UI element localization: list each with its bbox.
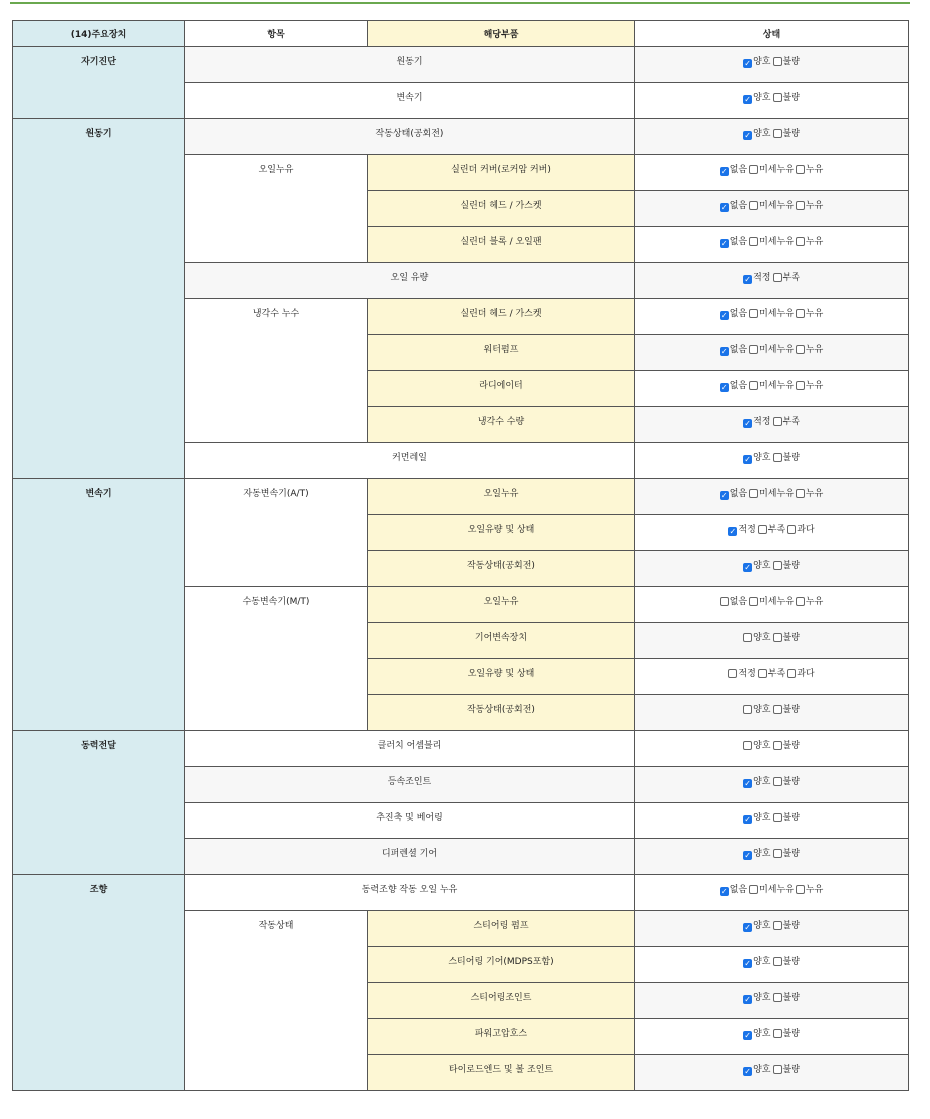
status-option[interactable] bbox=[796, 306, 823, 319]
status-cell bbox=[635, 947, 909, 983]
item-label: 등속조인트 bbox=[185, 767, 635, 803]
status-option[interactable] bbox=[743, 954, 770, 968]
option-label: 불량 bbox=[782, 993, 800, 1003]
part-label: 실린더 헤드 / 가스켓 bbox=[368, 299, 635, 335]
status-option[interactable] bbox=[773, 1026, 800, 1039]
status-option[interactable] bbox=[749, 378, 794, 391]
option-label: 불량 bbox=[782, 93, 800, 103]
checkbox-empty-icon[interactable] bbox=[749, 165, 758, 174]
part-label: 스티어링 펌프 bbox=[368, 911, 635, 947]
status-cell bbox=[635, 155, 909, 191]
part-label: 타이로드엔드 및 볼 조인트 bbox=[368, 1055, 635, 1091]
option-label: 과다 bbox=[797, 525, 815, 535]
checkbox-empty-icon[interactable] bbox=[773, 57, 782, 66]
option-label: 양호 bbox=[753, 93, 771, 103]
checkbox-empty-icon[interactable] bbox=[773, 129, 782, 138]
section-label: 동력전달 bbox=[13, 731, 185, 875]
status-option[interactable] bbox=[743, 738, 770, 751]
status-option[interactable] bbox=[796, 342, 823, 355]
status-option[interactable] bbox=[743, 270, 770, 284]
status-option[interactable] bbox=[773, 126, 800, 139]
status-option[interactable] bbox=[796, 234, 823, 247]
option-label: 누유 bbox=[805, 201, 824, 211]
checkbox-checked-icon[interactable]: ✓ bbox=[720, 347, 728, 356]
status-option[interactable] bbox=[743, 1026, 770, 1040]
option-label: 불량 bbox=[782, 1065, 800, 1075]
status-option[interactable] bbox=[796, 162, 823, 175]
part-label: 워터펌프 bbox=[368, 335, 635, 371]
checkbox-empty-icon[interactable] bbox=[773, 921, 782, 930]
checkbox-empty-icon[interactable] bbox=[773, 273, 782, 282]
option-label: 양호 bbox=[753, 921, 771, 931]
status-cell bbox=[635, 803, 909, 839]
checkbox-checked-icon[interactable]: ✓ bbox=[720, 239, 728, 248]
option-label: 미세누유 bbox=[759, 489, 794, 499]
status-option[interactable] bbox=[796, 486, 823, 499]
status-cell bbox=[635, 371, 909, 407]
status-cell bbox=[635, 839, 909, 875]
status-option[interactable] bbox=[796, 882, 823, 895]
option-label: 미세누유 bbox=[759, 381, 794, 391]
option-label: 누유 bbox=[805, 885, 824, 895]
item-label: 냉각수 누수 bbox=[185, 299, 368, 443]
status-cell bbox=[635, 1019, 909, 1055]
option-label: 없음 bbox=[729, 201, 748, 211]
status-option[interactable] bbox=[787, 666, 814, 679]
checkbox-empty-icon[interactable] bbox=[773, 993, 782, 1002]
option-label: 누유 bbox=[805, 489, 824, 499]
checkbox-checked-icon[interactable]: ✓ bbox=[729, 527, 737, 536]
checkbox-empty-icon[interactable] bbox=[796, 381, 805, 390]
status-cell bbox=[635, 227, 909, 263]
part-label: 작동상태(공회전) bbox=[368, 695, 635, 731]
checkbox-checked-icon[interactable]: ✓ bbox=[744, 1067, 751, 1076]
header-status: 상태 bbox=[635, 21, 909, 47]
option-label: 양호 bbox=[753, 849, 771, 859]
checkbox-empty-icon[interactable] bbox=[749, 885, 758, 894]
status-option[interactable] bbox=[728, 522, 755, 536]
status-cell bbox=[635, 407, 909, 443]
status-option[interactable] bbox=[720, 882, 747, 896]
item-label: 원동기 bbox=[185, 47, 635, 83]
option-label: 양호 bbox=[753, 741, 771, 751]
checkbox-empty-icon[interactable] bbox=[796, 237, 805, 246]
checkbox-empty-icon[interactable] bbox=[743, 705, 752, 714]
option-label: 적정 bbox=[738, 669, 756, 679]
checkbox-checked-icon[interactable]: ✓ bbox=[744, 815, 751, 824]
part-label: 파워고압호스 bbox=[368, 1019, 635, 1055]
option-label: 불량 bbox=[782, 57, 800, 67]
status-option[interactable] bbox=[720, 486, 747, 500]
checkbox-empty-icon[interactable] bbox=[743, 633, 752, 642]
status-cell bbox=[635, 191, 909, 227]
part-label: 실린더 커버(로커암 커버) bbox=[368, 155, 635, 191]
option-label: 없음 bbox=[729, 489, 748, 499]
status-option[interactable] bbox=[743, 1062, 770, 1076]
part-label: 오일유량 및 상태 bbox=[368, 515, 635, 551]
status-option[interactable] bbox=[720, 594, 747, 607]
option-label: 불량 bbox=[782, 633, 800, 643]
checkbox-empty-icon[interactable] bbox=[749, 345, 758, 354]
status-option[interactable] bbox=[743, 810, 770, 824]
status-cell bbox=[635, 335, 909, 371]
status-cell bbox=[635, 83, 909, 119]
checkbox-checked-icon[interactable]: ✓ bbox=[720, 203, 728, 212]
option-label: 양호 bbox=[753, 1029, 771, 1039]
checkbox-checked-icon[interactable]: ✓ bbox=[744, 59, 751, 68]
option-label: 없음 bbox=[729, 381, 748, 391]
option-label: 양호 bbox=[753, 1065, 771, 1075]
status-option[interactable] bbox=[796, 594, 823, 607]
item-label: 수동변속기(M/T) bbox=[185, 587, 368, 731]
status-option[interactable] bbox=[749, 198, 794, 211]
option-label: 불량 bbox=[782, 1029, 800, 1039]
option-label: 불량 bbox=[782, 705, 800, 715]
option-label: 양호 bbox=[753, 57, 771, 67]
status-cell bbox=[635, 911, 909, 947]
checkbox-empty-icon[interactable] bbox=[749, 597, 758, 606]
status-cell bbox=[635, 875, 909, 911]
status-option[interactable] bbox=[773, 270, 800, 283]
status-cell bbox=[635, 479, 909, 515]
part-label: 실린더 헤드 / 가스켓 bbox=[368, 191, 635, 227]
status-option[interactable] bbox=[720, 342, 747, 356]
status-option[interactable] bbox=[787, 522, 814, 535]
checkbox-checked-icon[interactable]: ✓ bbox=[720, 887, 728, 896]
status-option[interactable] bbox=[743, 414, 770, 428]
status-option[interactable] bbox=[743, 126, 770, 140]
status-cell bbox=[635, 119, 909, 155]
option-label: 양호 bbox=[753, 993, 771, 1003]
checkbox-empty-icon[interactable] bbox=[773, 1065, 782, 1074]
option-label: 불량 bbox=[782, 921, 800, 931]
status-option[interactable] bbox=[743, 702, 770, 715]
table-row bbox=[13, 119, 909, 155]
status-option[interactable] bbox=[749, 594, 794, 607]
status-option[interactable] bbox=[773, 1062, 800, 1075]
option-label: 과다 bbox=[797, 669, 815, 679]
option-label: 양호 bbox=[753, 957, 771, 967]
status-cell bbox=[635, 983, 909, 1019]
option-label: 불량 bbox=[782, 777, 800, 787]
item-label: 변속기 bbox=[185, 83, 635, 119]
part-label: 작동상태(공회전) bbox=[368, 551, 635, 587]
option-label: 누유 bbox=[805, 237, 824, 247]
status-option[interactable] bbox=[749, 486, 794, 499]
checkbox-empty-icon[interactable] bbox=[796, 597, 805, 606]
checkbox-checked-icon[interactable]: ✓ bbox=[744, 779, 751, 788]
checkbox-empty-icon[interactable] bbox=[773, 453, 782, 462]
checkbox-empty-icon[interactable] bbox=[749, 309, 758, 318]
status-option[interactable] bbox=[728, 666, 755, 679]
section-label: 원동기 bbox=[13, 119, 185, 479]
checkbox-checked-icon[interactable]: ✓ bbox=[744, 563, 751, 572]
option-label: 양호 bbox=[753, 777, 771, 787]
checkbox-empty-icon[interactable] bbox=[773, 633, 782, 642]
item-label: 오일누유 bbox=[185, 155, 368, 263]
status-cell bbox=[635, 515, 909, 551]
option-label: 양호 bbox=[753, 633, 771, 643]
part-label: 스티어링조인트 bbox=[368, 983, 635, 1019]
status-option[interactable] bbox=[743, 558, 770, 572]
checkbox-empty-icon[interactable] bbox=[773, 705, 782, 714]
checkbox-empty-icon[interactable] bbox=[773, 561, 782, 570]
status-option[interactable] bbox=[773, 414, 800, 427]
status-cell bbox=[635, 659, 909, 695]
checkbox-empty-icon[interactable] bbox=[773, 777, 782, 786]
table-row bbox=[13, 731, 909, 767]
checkbox-empty-icon[interactable] bbox=[743, 741, 752, 750]
option-label: 불량 bbox=[782, 849, 800, 859]
option-label: 양호 bbox=[753, 813, 771, 823]
header-section: (14)주요장치 bbox=[13, 21, 185, 47]
option-label: 없음 bbox=[729, 597, 748, 607]
checkbox-checked-icon[interactable]: ✓ bbox=[720, 383, 728, 392]
item-label: 자동변속기(A/T) bbox=[185, 479, 368, 587]
checkbox-empty-icon[interactable] bbox=[787, 669, 796, 678]
inspection-table bbox=[12, 20, 909, 1091]
table-row bbox=[13, 47, 909, 83]
checkbox-checked-icon[interactable]: ✓ bbox=[744, 131, 751, 140]
checkbox-checked-icon[interactable]: ✓ bbox=[744, 275, 751, 284]
item-label: 추진축 및 베어링 bbox=[185, 803, 635, 839]
part-label: 실린더 블록 / 오일팬 bbox=[368, 227, 635, 263]
status-option[interactable] bbox=[720, 162, 747, 176]
checkbox-empty-icon[interactable] bbox=[796, 201, 805, 210]
checkbox-empty-icon[interactable] bbox=[773, 417, 782, 426]
status-option[interactable] bbox=[758, 666, 785, 679]
item-label: 작동상태(공회전) bbox=[185, 119, 635, 155]
status-cell bbox=[635, 695, 909, 731]
option-label: 미세누유 bbox=[759, 165, 794, 175]
status-cell bbox=[635, 587, 909, 623]
status-option[interactable] bbox=[720, 378, 747, 392]
status-option[interactable] bbox=[749, 234, 794, 247]
top-divider bbox=[10, 2, 910, 4]
status-option[interactable] bbox=[773, 738, 800, 751]
status-option[interactable] bbox=[773, 954, 800, 967]
status-option[interactable] bbox=[773, 810, 800, 823]
item-label: 커먼레일 bbox=[185, 443, 635, 479]
item-label: 클러치 어셈블리 bbox=[185, 731, 635, 767]
option-label: 부족 bbox=[782, 273, 800, 283]
status-cell bbox=[635, 1055, 909, 1091]
part-label: 스티어링 기어(MDPS포함) bbox=[368, 947, 635, 983]
status-option[interactable] bbox=[796, 198, 823, 211]
status-option[interactable] bbox=[773, 990, 800, 1003]
status-option[interactable] bbox=[743, 990, 770, 1004]
option-label: 양호 bbox=[753, 129, 771, 139]
option-label: 미세누유 bbox=[759, 237, 794, 247]
option-label: 적정 bbox=[753, 417, 771, 427]
option-label: 미세누유 bbox=[759, 345, 794, 355]
status-option[interactable] bbox=[773, 702, 800, 715]
checkbox-checked-icon[interactable]: ✓ bbox=[720, 491, 728, 500]
option-label: 누유 bbox=[805, 165, 824, 175]
status-option[interactable] bbox=[773, 918, 800, 931]
table-row bbox=[13, 875, 909, 911]
status-option[interactable] bbox=[773, 630, 800, 643]
item-label: 작동상태 bbox=[185, 911, 368, 1091]
status-option[interactable] bbox=[773, 450, 800, 463]
status-option[interactable] bbox=[743, 54, 770, 68]
checkbox-checked-icon[interactable]: ✓ bbox=[744, 1031, 751, 1040]
status-option[interactable] bbox=[720, 198, 747, 212]
checkbox-empty-icon[interactable] bbox=[758, 525, 767, 534]
checkbox-checked-icon[interactable]: ✓ bbox=[720, 311, 728, 320]
checkbox-empty-icon[interactable] bbox=[773, 1029, 782, 1038]
option-label: 누유 bbox=[805, 309, 824, 319]
status-option[interactable] bbox=[773, 90, 800, 103]
status-cell bbox=[635, 299, 909, 335]
checkbox-checked-icon[interactable]: ✓ bbox=[744, 851, 751, 860]
status-option[interactable] bbox=[773, 558, 800, 571]
option-label: 양호 bbox=[753, 705, 771, 715]
checkbox-empty-icon[interactable] bbox=[773, 813, 782, 822]
checkbox-empty-icon[interactable] bbox=[758, 669, 767, 678]
option-label: 불량 bbox=[782, 957, 800, 967]
option-label: 불량 bbox=[782, 741, 800, 751]
checkbox-empty-icon[interactable] bbox=[796, 345, 805, 354]
status-option[interactable] bbox=[749, 342, 794, 355]
checkbox-checked-icon[interactable]: ✓ bbox=[744, 995, 751, 1004]
option-label: 없음 bbox=[729, 345, 748, 355]
option-label: 불량 bbox=[782, 453, 800, 463]
status-option[interactable] bbox=[749, 306, 794, 319]
status-cell bbox=[635, 551, 909, 587]
status-option[interactable] bbox=[720, 234, 747, 248]
status-option[interactable] bbox=[796, 378, 823, 391]
option-label: 불량 bbox=[782, 813, 800, 823]
status-option[interactable] bbox=[743, 450, 770, 464]
option-label: 미세누유 bbox=[759, 309, 794, 319]
part-label: 기어변속장치 bbox=[368, 623, 635, 659]
checkbox-empty-icon[interactable] bbox=[773, 93, 782, 102]
item-label: 동력조향 작동 오일 누유 bbox=[185, 875, 635, 911]
status-option[interactable] bbox=[773, 774, 800, 787]
checkbox-empty-icon[interactable] bbox=[773, 957, 782, 966]
status-option[interactable] bbox=[720, 306, 747, 320]
header-row bbox=[13, 21, 909, 47]
option-label: 누유 bbox=[805, 345, 824, 355]
option-label: 미세누유 bbox=[759, 885, 794, 895]
option-label: 불량 bbox=[782, 561, 800, 571]
checkbox-empty-icon[interactable] bbox=[749, 489, 758, 498]
option-label: 부족 bbox=[767, 669, 786, 679]
header-part: 해당부품 bbox=[368, 21, 635, 47]
option-label: 미세누유 bbox=[759, 201, 794, 211]
checkbox-checked-icon[interactable]: ✓ bbox=[744, 419, 751, 428]
option-label: 부족 bbox=[782, 417, 800, 427]
checkbox-empty-icon[interactable] bbox=[728, 669, 737, 678]
section-label: 자기진단 bbox=[13, 47, 185, 119]
checkbox-checked-icon[interactable]: ✓ bbox=[744, 959, 751, 968]
checkbox-empty-icon[interactable] bbox=[749, 201, 758, 210]
checkbox-empty-icon[interactable] bbox=[796, 165, 805, 174]
section-label: 변속기 bbox=[13, 479, 185, 731]
part-label: 오일유량 및 상태 bbox=[368, 659, 635, 695]
option-label: 누유 bbox=[805, 597, 824, 607]
option-label: 부족 bbox=[767, 525, 786, 535]
status-option[interactable] bbox=[773, 846, 800, 859]
item-label: 디퍼렌셜 기어 bbox=[185, 839, 635, 875]
checkbox-empty-icon[interactable] bbox=[796, 309, 805, 318]
checkbox-checked-icon[interactable]: ✓ bbox=[744, 95, 751, 104]
checkbox-checked-icon[interactable]: ✓ bbox=[744, 923, 751, 932]
option-label: 없음 bbox=[729, 237, 748, 247]
option-label: 적정 bbox=[753, 273, 771, 283]
checkbox-empty-icon[interactable] bbox=[720, 597, 729, 606]
header-item: 항목 bbox=[185, 21, 368, 47]
status-option[interactable] bbox=[743, 774, 770, 788]
section-label: 조향 bbox=[13, 875, 185, 1091]
part-label: 오일누유 bbox=[368, 479, 635, 515]
part-label: 오일누유 bbox=[368, 587, 635, 623]
part-label: 냉각수 수량 bbox=[368, 407, 635, 443]
checkbox-empty-icon[interactable] bbox=[773, 741, 782, 750]
status-option[interactable] bbox=[743, 630, 770, 643]
status-cell bbox=[635, 731, 909, 767]
option-label: 미세누유 bbox=[759, 597, 794, 607]
checkbox-empty-icon[interactable] bbox=[749, 237, 758, 246]
option-label: 없음 bbox=[729, 885, 748, 895]
option-label: 없음 bbox=[729, 309, 748, 319]
option-label: 양호 bbox=[753, 561, 771, 571]
item-label: 오일 유량 bbox=[185, 263, 635, 299]
checkbox-checked-icon[interactable]: ✓ bbox=[720, 167, 728, 176]
status-option[interactable] bbox=[758, 522, 785, 535]
checkbox-empty-icon[interactable] bbox=[749, 381, 758, 390]
option-label: 양호 bbox=[753, 453, 771, 463]
status-cell bbox=[635, 767, 909, 803]
status-cell bbox=[635, 443, 909, 479]
status-option[interactable] bbox=[743, 90, 770, 104]
checkbox-empty-icon[interactable] bbox=[796, 489, 805, 498]
status-option[interactable] bbox=[743, 918, 770, 932]
status-cell bbox=[635, 623, 909, 659]
status-option[interactable] bbox=[749, 882, 794, 895]
checkbox-empty-icon[interactable] bbox=[773, 849, 782, 858]
checkbox-empty-icon[interactable] bbox=[787, 525, 796, 534]
status-option[interactable] bbox=[749, 162, 794, 175]
option-label: 불량 bbox=[782, 129, 800, 139]
status-option[interactable] bbox=[773, 54, 800, 67]
option-label: 없음 bbox=[729, 165, 748, 175]
option-label: 적정 bbox=[738, 525, 756, 535]
checkbox-checked-icon[interactable]: ✓ bbox=[744, 455, 751, 464]
status-option[interactable] bbox=[743, 846, 770, 860]
option-label: 누유 bbox=[805, 381, 824, 391]
checkbox-empty-icon[interactable] bbox=[796, 885, 805, 894]
status-cell bbox=[635, 263, 909, 299]
part-label: 라디에이터 bbox=[368, 371, 635, 407]
status-cell bbox=[635, 47, 909, 83]
table-row bbox=[13, 479, 909, 515]
